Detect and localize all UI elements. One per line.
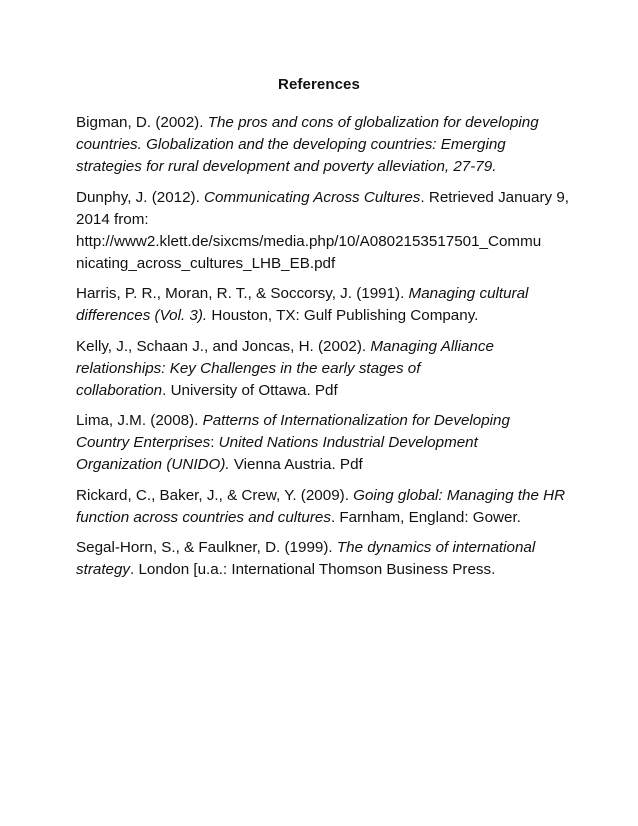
reference-title-text: Going global: Managing the HR <box>353 486 566 504</box>
reference-title-text: countries. Globalization and the developing countries: Emerging <box>76 136 506 153</box>
reference-text: 2014 from: <box>76 210 149 228</box>
reference-text: Dunphy, J. (2012). <box>76 188 205 206</box>
reference-title-text: The dynamics of international <box>336 539 536 556</box>
reference-title-text: relationships: Key Challenges in the early stages of <box>76 359 421 377</box>
reference-list <box>76 112 569 590</box>
reference-title-text: Organization (UNIDO). <box>76 456 230 473</box>
reference-line <box>76 537 564 559</box>
reference-line <box>76 305 564 327</box>
reference-title-text: United Nations Industrial Development <box>218 434 478 451</box>
reference-line <box>76 410 564 432</box>
reference-title-text: collaboration <box>76 381 163 399</box>
reference-line <box>76 432 564 454</box>
reference-line <box>76 380 564 402</box>
reference-title-text: Managing cultural <box>408 285 529 302</box>
reference-text: . Farnham, England: Gower. <box>330 508 521 526</box>
reference-line <box>76 231 564 253</box>
reference-title-text: differences (Vol. 3). <box>76 307 208 324</box>
reference-text: Segal-Horn, S., & Faulkner, D. (1999). <box>76 539 337 556</box>
reference-line <box>76 559 564 581</box>
reference-title-text: strategies for rural development and poverty alleviation, 27-79. <box>76 158 497 175</box>
reference-line <box>76 454 564 476</box>
reference-text: Bigman, D. (2002). <box>76 114 208 131</box>
reference-entry <box>76 485 564 529</box>
reference-line <box>76 253 564 275</box>
reference-line <box>76 507 564 529</box>
reference-title-text: The pros and cons of globalization for developing <box>207 114 539 131</box>
reference-text: . University of Ottawa. Pdf <box>162 381 338 399</box>
reference-text: . Retrieved January 9, <box>420 188 569 206</box>
reference-entry <box>76 283 564 327</box>
reference-text: Vienna Austria. Pdf <box>229 456 363 473</box>
reference-text: http://www2.klett.de/sixcms/media.php/10/A0802153517501_Commu <box>76 232 542 250</box>
reference-text: Kelly, J., Schaan J., and Joncas, H. (2002). <box>76 337 371 355</box>
reference-line <box>76 358 564 380</box>
reference-line <box>76 156 564 178</box>
page-title: References <box>278 76 360 93</box>
reference-text: Harris, P. R., Moran, R. T., & Soccorsy, J. (1991). <box>76 285 409 302</box>
reference-text: : <box>210 434 219 451</box>
reference-title-text: Managing Alliance <box>370 337 494 355</box>
reference-line <box>76 187 569 209</box>
reference-title-text: function across countries and cultures <box>76 508 331 526</box>
reference-title-text: Communicating Across Cultures <box>204 188 421 206</box>
reference-text: nicating_across_cultures_LHB_EB.pdf <box>76 254 336 272</box>
reference-text: Rickard, C., Baker, J., & Crew, Y. (2009). <box>76 486 354 504</box>
reference-title-text: Patterns of Internationalization for Developing <box>202 412 510 429</box>
reference-title-text: Country Enterprises <box>76 434 211 451</box>
reference-entry <box>76 187 569 275</box>
reference-entry <box>76 410 564 476</box>
reference-text: . London [u.a.: International Thomson Business Press. <box>130 561 496 578</box>
reference-text: Houston, TX: Gulf Publishing Company. <box>207 307 479 324</box>
reference-line <box>76 283 564 305</box>
reference-line <box>76 485 564 507</box>
reference-title-text: strategy <box>76 561 131 578</box>
reference-line <box>76 112 564 134</box>
reference-line <box>76 209 564 231</box>
reference-text: Lima, J.M. (2008). <box>76 412 203 429</box>
reference-entry <box>76 336 564 402</box>
reference-entry <box>76 537 564 581</box>
reference-entry <box>76 112 564 178</box>
reference-line <box>76 336 564 358</box>
reference-line <box>76 134 564 156</box>
